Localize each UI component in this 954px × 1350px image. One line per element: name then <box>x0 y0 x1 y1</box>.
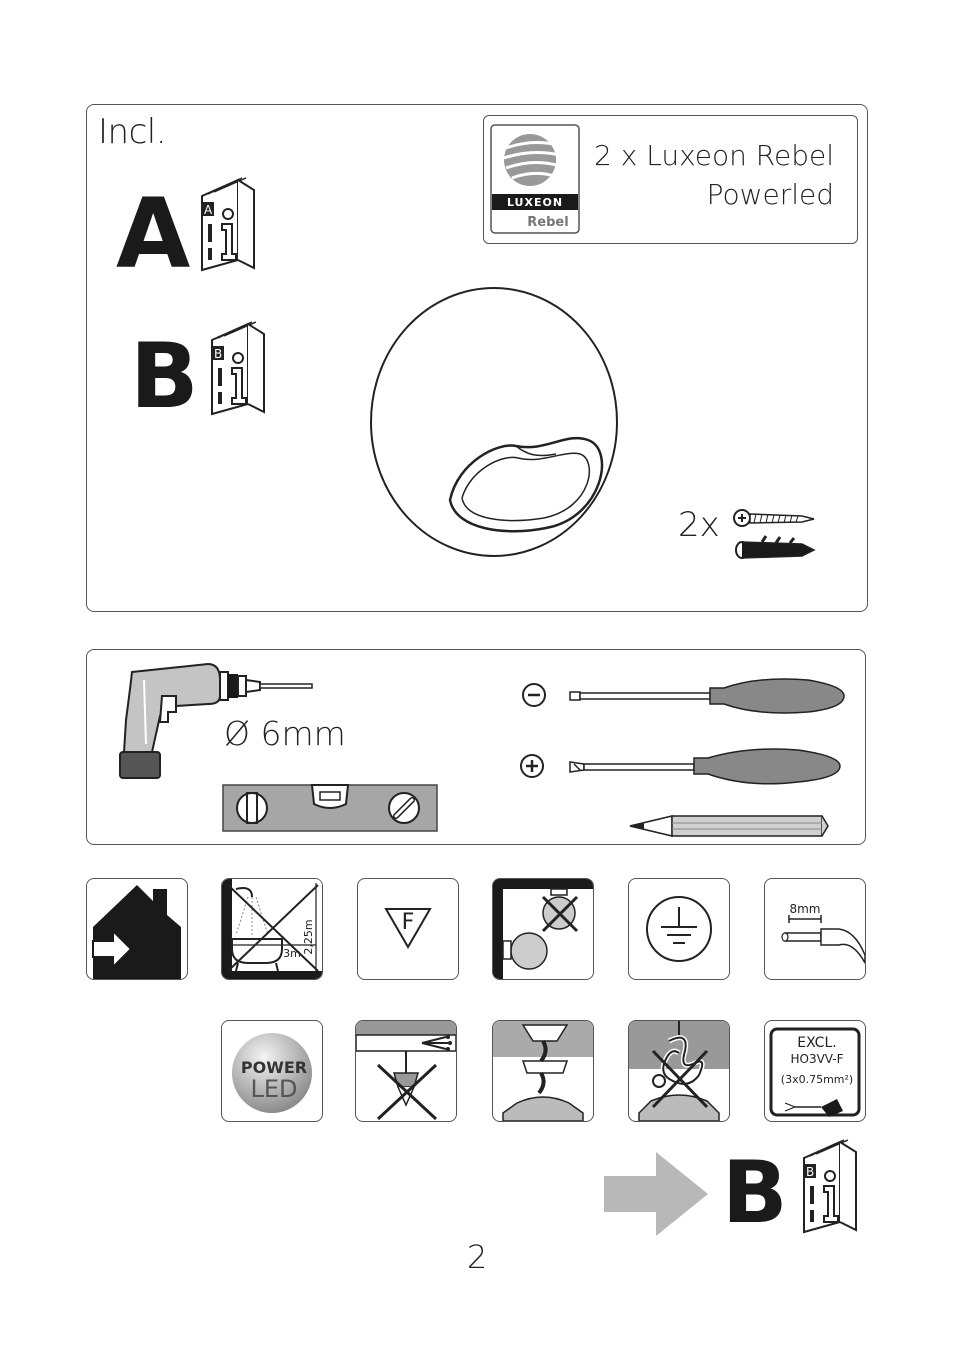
included-title: Incl. <box>98 112 167 152</box>
power-led-bottom: LED <box>250 1075 298 1103</box>
f-mark-letter: F <box>401 910 415 935</box>
drill-bit-size: Ø 6mm <box>224 714 346 753</box>
cable-type-label: HO3VV-F <box>790 1052 844 1066</box>
no-tangled-cables-icon <box>628 1020 730 1122</box>
next-manual-booklet-icon <box>800 1138 860 1234</box>
earth-ground-icon <box>628 878 730 980</box>
screws-quantity: 2x <box>678 505 720 545</box>
page-number: 2 <box>466 1238 488 1276</box>
luxeon-line-2: Powerled <box>706 178 834 211</box>
power-led-icon <box>221 1020 323 1122</box>
next-step-arrow-icon <box>604 1152 708 1236</box>
wire-strip-length: 8mm <box>789 902 821 916</box>
wire-strip-length-icon <box>764 878 866 980</box>
manual-b-letter: B <box>130 324 199 429</box>
manual-a-letter: A <box>116 178 191 290</box>
manual-b-tab: B <box>214 347 223 361</box>
next-manual-letter: B <box>722 1143 788 1243</box>
flat-screwdriver-icon <box>518 674 848 718</box>
no-ceiling-cable-icon <box>355 1020 457 1122</box>
mounting-bracket-icon <box>492 1020 594 1122</box>
pencil-icon <box>628 812 830 840</box>
manual-a-booklet-icon <box>198 176 258 272</box>
luxeon-line-1: 2 x Luxeon Rebel <box>594 139 834 172</box>
wall-mount-only-icon <box>492 878 594 980</box>
luxeon-description <box>594 136 834 214</box>
bathroom-zone-icon <box>221 878 323 980</box>
cable-excl-label: EXCL. <box>797 1035 837 1051</box>
bathroom-dim-height: 2,25m <box>302 919 315 955</box>
manual-b-booklet-icon <box>208 320 268 416</box>
screw-and-plug-icon <box>732 506 818 568</box>
indoor-use-icon <box>86 878 188 980</box>
cable-section-label: (3x0.75mm²) <box>780 1073 854 1086</box>
phillips-screwdriver-icon <box>518 744 848 790</box>
next-manual-tab: B <box>806 1165 815 1179</box>
f-mark-icon <box>357 878 459 980</box>
spirit-level-icon <box>222 784 438 834</box>
wall-lamp-illustration <box>366 282 626 558</box>
luxeon-logo-bottom: Rebel <box>527 215 569 230</box>
manual-a-tab: A <box>204 203 213 217</box>
bathroom-dim-width: 3m <box>283 947 301 960</box>
power-led-top: POWER <box>240 1058 308 1077</box>
luxeon-logo-top: LUXEON <box>506 196 564 209</box>
luxeon-rebel-logo <box>490 124 580 234</box>
cable-excluded-icon <box>764 1020 866 1122</box>
